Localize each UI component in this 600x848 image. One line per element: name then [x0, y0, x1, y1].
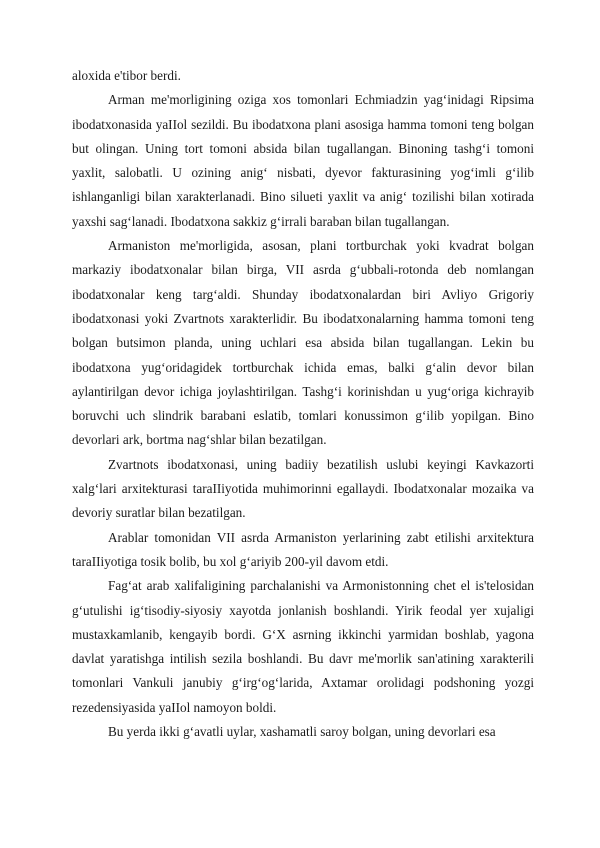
paragraph-continuation: aloxida e'tibor berdi. — [72, 68, 181, 83]
paragraph-palace: Bu yerda ikki g‘avatli uylar, xashamatli saroy bolgan, uning devorlari esa — [108, 724, 496, 740]
paragraph-zvartnots-rotonda: Armaniston me'morligida, asosan, plani tortburchak yoki kvadrat bolgan markaziy ibodatxonalar bilan birga, VII asrda g‘ubbali-rotonda deb nomlangan ibodatxonalar keng targ‘aldi. Shunday ibodatxonalardan biri Avliyo Grigoriy ibodatxonasi yoki Zvartnots xarakterlidir. Bu ibodatxonalarning hamma tomoni teng bolgan butsimon planda, uning uchlari esa absida bilan tugallangan. Lekin bu ibodatxona yug‘oridagidek tortburchak ichida emas, balki g‘alin devor bilan aylantirilgan devor ichiga joylashtirilgan. Tashg‘i korinishdan u yug‘origa kichrayib boruvchi uch slindrik barabani eslatib, tomlari konussimon g‘ilib yopilgan. Bino devorlari ark, bortma nag‘shlar bilan bezatilgan. — [72, 238, 534, 448]
document-page — [72, 64, 534, 744]
paragraph-revival: Fag‘at arab xalifaligining parchalanishi va Armonistonning chet el is'telosidan g‘utulishi ig‘tisodiy-siyosiy xayotda jonlanish boshlandi. Yirik feodal yer xujaligi mustaxkamlanib, kengayib bordi. G‘X asrning ikkinchi yarmidan boshlab, yagona davlat yaratishga intilish sezila boshlandi. Bu davr me'morlik san'atining xarakterili tomonlari Vankuli janubiy g‘irg‘og‘larida, Axtamar orolidagi podshoning yozgi rezedensiyasida yaIIol namoyon boldi. — [72, 578, 534, 715]
paragraph-arab-conquest: Arablar tomonidan VII asrda Armaniston yerlarining zabt etilishi arxitektura taraIIiyotiga tosik bolib, bu xol g‘ariyib 200-yil davom etdi. — [72, 529, 534, 569]
paragraph-ripsima-church: Arman me'morligining oziga xos tomonlari Echmiadzin yag‘inidagi Ripsima ibodatxonasida yaIIol sezildi. Bu ibodatxona plani asosiga hamma tomoni teng bolgan but olingan. Uning tort tomoni absida bilan tugallangan. Binoning tashg‘i tomoni yaxlit, salobatli. U ozining anig‘ nisbati, dyevor fakturasining yog‘imli g‘ilib ishlanganligi bilan xarakterlanadi. Bino silueti yaxlit va anig‘ tozilishi bilan xotirada yaxshi sag‘lanadi. Ibodatxona sakkiz g‘irrali baraban bilan tugallangan. — [72, 92, 534, 229]
paragraph-zvartnots-decoration: Zvartnots ibodatxonasi, uning badiiy bezatilish uslubi keyingi Kavkazorti xalg‘lari arxitekturasi taraIIiyotida muhimorinni egallaydi. Ibodatxonalar mozaika va devoriy suratlar bilan bezatilgan. — [72, 456, 534, 521]
